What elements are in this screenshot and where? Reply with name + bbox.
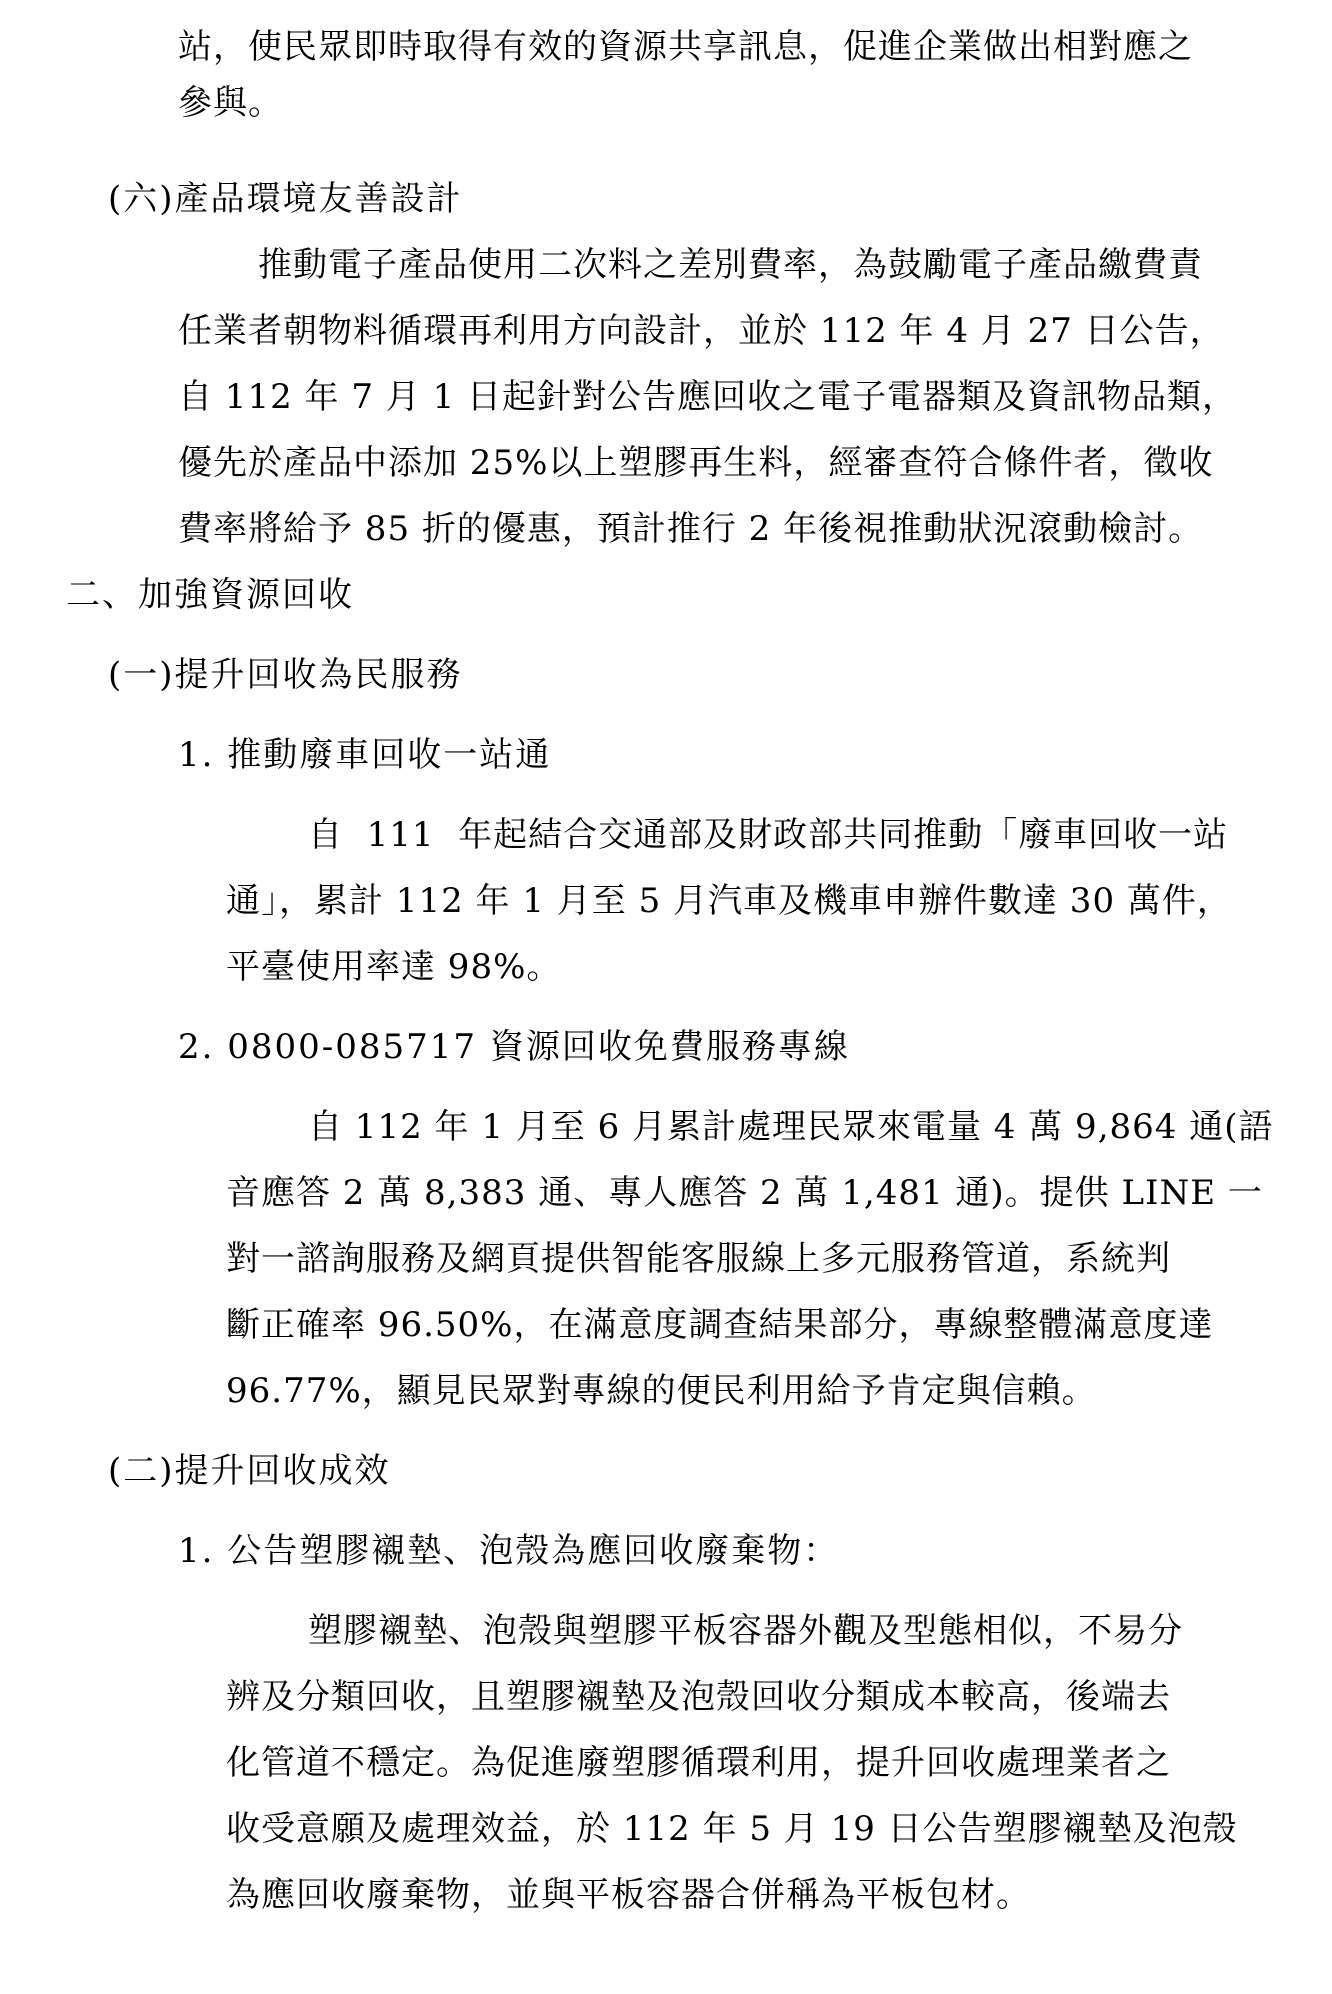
section-6-line-1: 推動電子產品使用二次料之差別費率，為鼓勵電子產品繳費責 xyxy=(258,245,1203,285)
section-6-line-4: 優先於產品中添加 25%以上塑膠再生料，經審查符合條件者，徵收 xyxy=(178,443,1214,483)
item-2-1-line-3: 化管道不穩定。為促進廢塑膠循環利用，提升回收處理業者之 xyxy=(226,1743,1171,1783)
intro-line-1: 站，使民眾即時取得有效的資源共享訊息，促進企業做出相對應之 xyxy=(178,27,1193,67)
intro-line-2: 參與。 xyxy=(178,83,283,123)
item-2-1-heading: 1. 公告塑膠襯墊、泡殼為應回收廢棄物： xyxy=(178,1531,840,1571)
item-1-2-line-3: 對一諮詢服務及網頁提供智能客服線上多元服務管道，系統判 xyxy=(226,1239,1171,1279)
item-1-1-line-2: 通」，累計 112 年 1 月至 5 月汽車及機車申辦件數達 30 萬件， xyxy=(226,881,1232,921)
sub-2-heading: (二)提升回收成效 xyxy=(108,1451,391,1491)
item-1-2-line-5: 96.77%，顯見民眾對專線的便民利用給予肯定與信賴。 xyxy=(226,1371,1097,1411)
item-1-2-line-2: 音應答 2 萬 8,383 通、專人應答 2 萬 1,481 通)。提供 LINE 一 xyxy=(226,1173,1263,1213)
item-1-1-line-1: 自 111 年起結合交通部及財政部共同推動「廢車回收一站 xyxy=(308,815,1229,855)
sub-1-heading: (一)提升回收為民服務 xyxy=(108,655,463,695)
item-2-1-line-4: 收受意願及處理效益，於 112 年 5 月 19 日公告塑膠襯墊及泡殼 xyxy=(226,1809,1238,1849)
item-1-2-line-4: 斷正確率 96.50%，在滿意度調查結果部分，專線整體滿意度達 xyxy=(226,1305,1214,1345)
section-6-line-5: 費率將給予 85 折的優惠，預計推行 2 年後視推動狀況滾動檢討。 xyxy=(178,509,1204,549)
section-6-line-2: 任業者朝物料循環再利用方向設計，並於 112 年 4 月 27 日公告， xyxy=(178,311,1225,351)
item-2-1-line-1: 塑膠襯墊、泡殼與塑膠平板容器外觀及型態相似，不易分 xyxy=(308,1611,1183,1651)
item-1-1-heading: 1. 推動廢車回收一站通 xyxy=(178,735,552,775)
item-2-1-line-2: 辨及分類回收，且塑膠襯墊及泡殼回收分類成本較高，後端去 xyxy=(226,1677,1171,1717)
section-6-line-3: 自 112 年 7 月 1 日起針對公告應回收之電子電器類及資訊物品類， xyxy=(178,377,1238,417)
section-6-heading: (六)產品環境友善設計 xyxy=(108,179,463,219)
item-1-2-line-1: 自 112 年 1 月至 6 月累計處理民眾來電量 4 萬 9,864 通(語 xyxy=(308,1107,1274,1147)
chapter-2-heading: 二、加強資源回收 xyxy=(66,575,354,615)
item-1-1-line-3: 平臺使用率達 98%。 xyxy=(226,947,562,987)
item-1-2-heading: 2. 0800-085717 資源回收免費服務專線 xyxy=(178,1027,850,1067)
item-2-1-line-5: 為應回收廢棄物，並與平板容器合併稱為平板包材。 xyxy=(226,1875,1031,1915)
